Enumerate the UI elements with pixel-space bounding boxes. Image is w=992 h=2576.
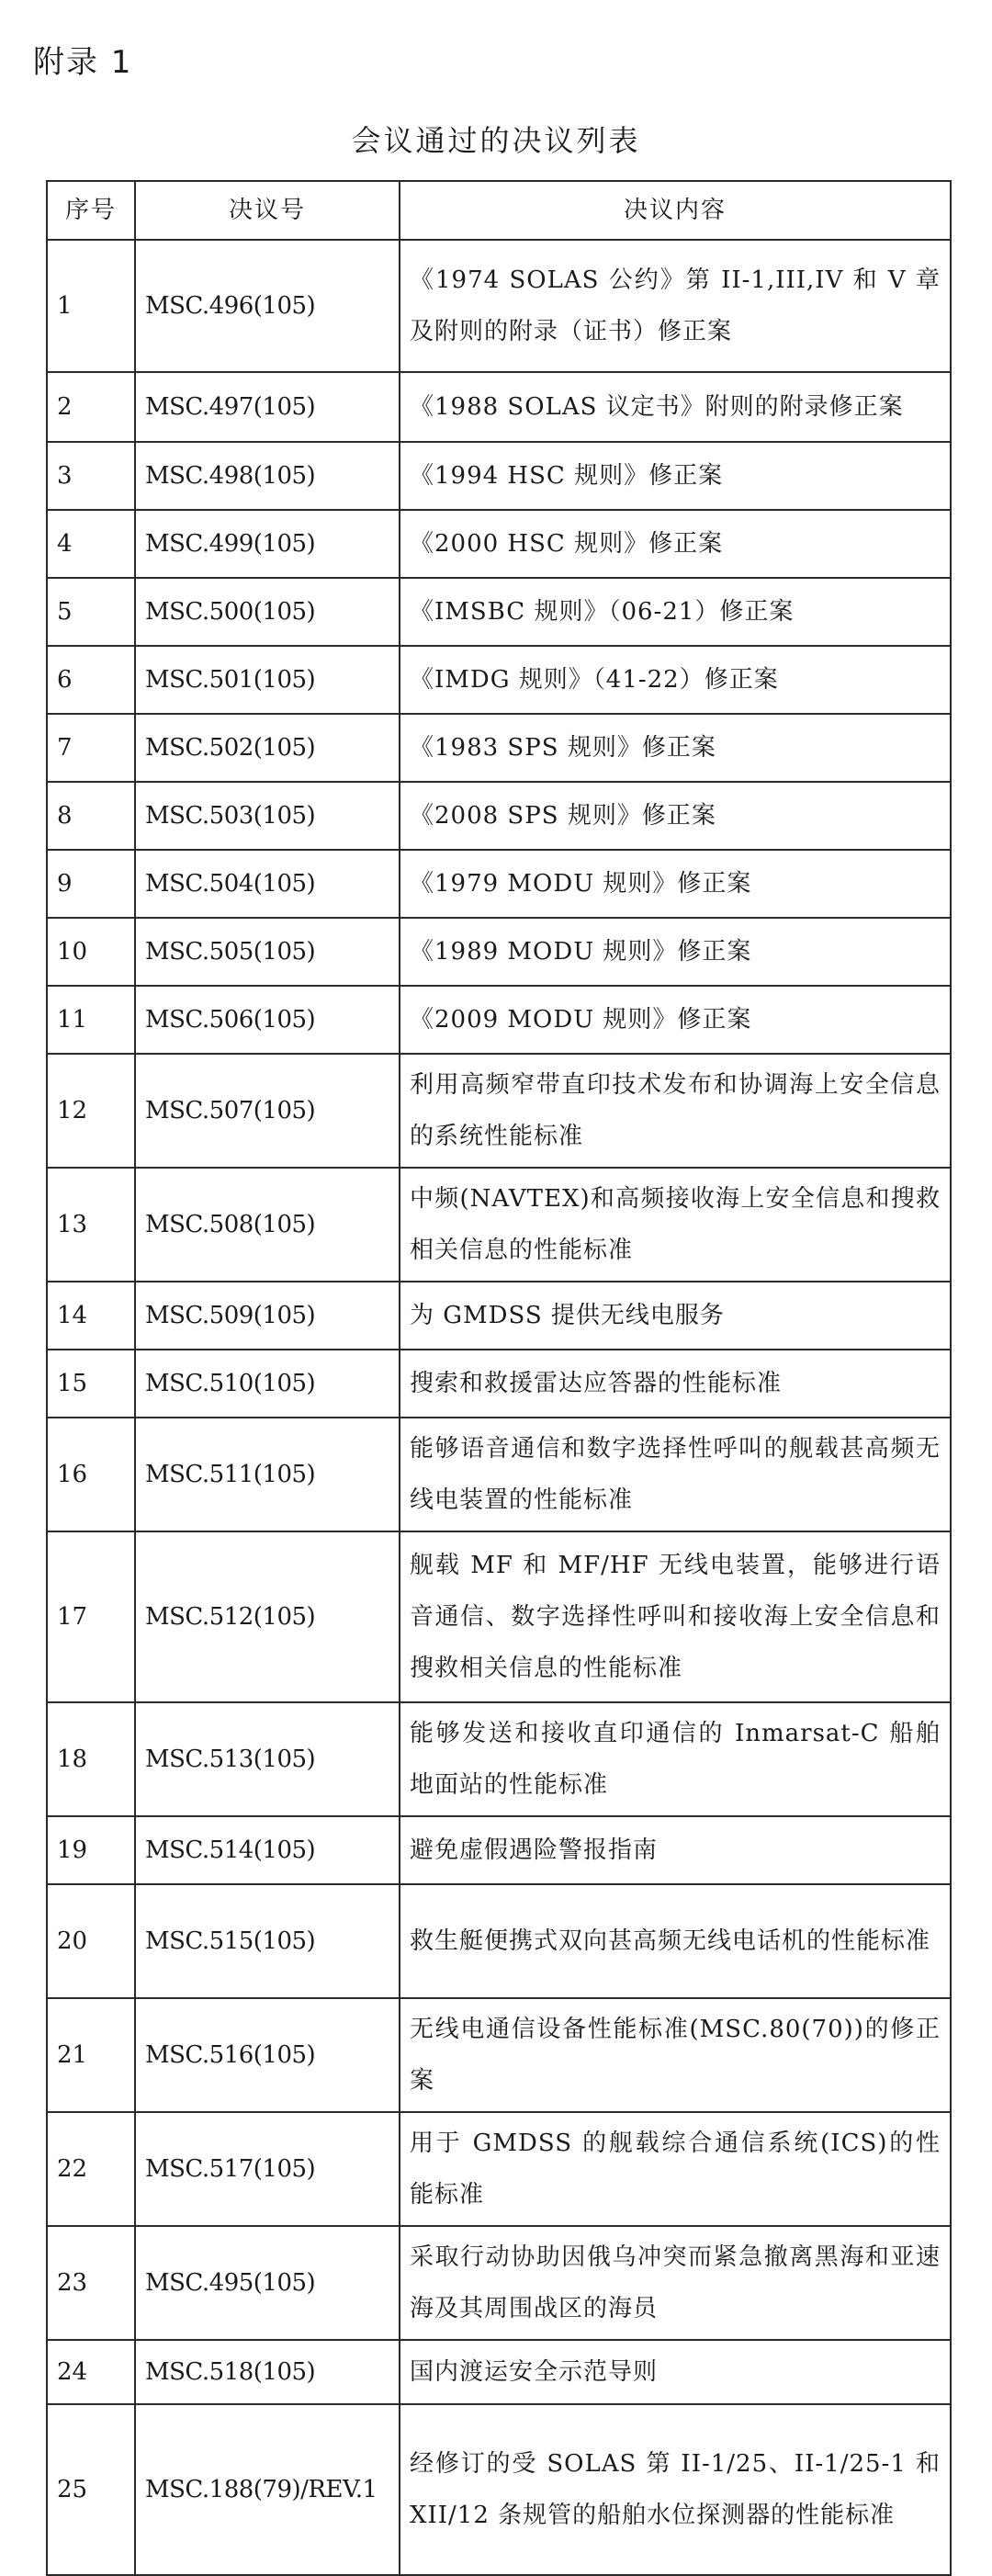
resolution-content-cell: 《IMDG 规则》（41-22）修正案 bbox=[400, 646, 951, 714]
serial-number-cell: 1 bbox=[47, 240, 135, 372]
table-row bbox=[47, 2112, 951, 2226]
resolution-content-cell: 采取行动协助因俄乌冲突而紧急撤离黑海和亚速海及其周围战区的海员 bbox=[400, 2226, 951, 2340]
table-row bbox=[47, 240, 951, 372]
resolution-number-cell: MSC.501(105) bbox=[135, 646, 400, 714]
resolution-number-cell: MSC.497(105) bbox=[135, 372, 400, 442]
serial-number-cell: 21 bbox=[47, 1998, 135, 2112]
resolution-number-cell: MSC.512(105) bbox=[135, 1531, 400, 1702]
header-serial-number: 序号 bbox=[47, 181, 135, 240]
serial-number-cell: 13 bbox=[47, 1168, 135, 1282]
serial-number-cell: 6 bbox=[47, 646, 135, 714]
resolution-content-cell: 国内渡运安全示范导则 bbox=[400, 2340, 951, 2404]
resolution-content-cell: 《2009 MODU 规则》修正案 bbox=[400, 986, 951, 1054]
table-row bbox=[47, 510, 951, 578]
resolution-number-cell: MSC.509(105) bbox=[135, 1282, 400, 1350]
resolution-content-cell: 利用高频窄带直印技术发布和协调海上安全信息的系统性能标准 bbox=[400, 1054, 951, 1168]
table-row bbox=[47, 850, 951, 918]
table-row bbox=[47, 442, 951, 510]
resolution-content-cell: 《1989 MODU 规则》修正案 bbox=[400, 918, 951, 986]
resolution-number-cell: MSC.510(105) bbox=[135, 1350, 400, 1418]
serial-number-cell: 9 bbox=[47, 850, 135, 918]
resolution-number-cell: MSC.503(105) bbox=[135, 782, 400, 850]
resolution-number-cell: MSC.498(105) bbox=[135, 442, 400, 510]
resolution-number-cell: MSC.506(105) bbox=[135, 986, 400, 1054]
resolution-content-cell: 《1983 SPS 规则》修正案 bbox=[400, 714, 951, 782]
table-row bbox=[47, 578, 951, 646]
resolution-content-cell: 避免虚假遇险警报指南 bbox=[400, 1816, 951, 1884]
table-row bbox=[47, 1282, 951, 1350]
header-resolution-number: 决议号 bbox=[135, 181, 400, 240]
serial-number-cell: 8 bbox=[47, 782, 135, 850]
serial-number-cell: 12 bbox=[47, 1054, 135, 1168]
resolution-content-cell: 无线电通信设备性能标准(MSC.80(70))的修正案 bbox=[400, 1998, 951, 2112]
header-resolution-content: 决议内容 bbox=[400, 181, 951, 240]
table-row bbox=[47, 1702, 951, 1816]
serial-number-cell: 24 bbox=[47, 2340, 135, 2404]
serial-number-cell: 2 bbox=[47, 372, 135, 442]
table-row bbox=[47, 646, 951, 714]
resolution-content-cell: 《1979 MODU 规则》修正案 bbox=[400, 850, 951, 918]
resolution-content-cell: 经修订的受 SOLAS 第 II-1/25、II-1/25-1 和 XII/12 条规管的船舶水位探测器的性能标准 bbox=[400, 2404, 951, 2575]
serial-number-cell: 23 bbox=[47, 2226, 135, 2340]
table-row bbox=[47, 2226, 951, 2340]
serial-number-cell: 15 bbox=[47, 1350, 135, 1418]
resolution-content-cell: 《1988 SOLAS 议定书》附则的附录修正案 bbox=[400, 372, 951, 442]
table-row bbox=[47, 2404, 951, 2575]
appendix-label: 附录 1 bbox=[33, 44, 133, 81]
table-row bbox=[47, 714, 951, 782]
resolution-content-cell: 《1994 HSC 规则》修正案 bbox=[400, 442, 951, 510]
serial-number-cell: 3 bbox=[47, 442, 135, 510]
serial-number-cell: 16 bbox=[47, 1418, 135, 1531]
resolution-number-cell: MSC.495(105) bbox=[135, 2226, 400, 2340]
resolution-content-cell: 中频(NAVTEX)和高频接收海上安全信息和搜救相关信息的性能标准 bbox=[400, 1168, 951, 1282]
table-header-row bbox=[47, 181, 951, 240]
resolution-number-cell: MSC.502(105) bbox=[135, 714, 400, 782]
resolution-number-cell: MSC.514(105) bbox=[135, 1816, 400, 1884]
resolution-number-cell: MSC.517(105) bbox=[135, 2112, 400, 2226]
table-row bbox=[47, 1418, 951, 1531]
resolution-content-cell: 搜索和救援雷达应答器的性能标准 bbox=[400, 1350, 951, 1418]
serial-number-cell: 5 bbox=[47, 578, 135, 646]
resolution-number-cell: MSC.508(105) bbox=[135, 1168, 400, 1282]
resolution-content-cell: 《1974 SOLAS 公约》第 II-1,III,IV 和 V 章及附则的附录（证书）修正案 bbox=[400, 240, 951, 372]
resolution-number-cell: MSC.499(105) bbox=[135, 510, 400, 578]
resolution-content-cell: 《2000 HSC 规则》修正案 bbox=[400, 510, 951, 578]
serial-number-cell: 18 bbox=[47, 1702, 135, 1816]
resolution-number-cell: MSC.513(105) bbox=[135, 1702, 400, 1816]
table-row bbox=[47, 1816, 951, 1884]
resolution-content-cell: 舰载 MF 和 MF/HF 无线电装置，能够进行语音通信、数字选择性呼叫和接收海上安全信息和搜救相关信息的性能标准 bbox=[400, 1531, 951, 1702]
resolution-content-cell: 用于 GMDSS 的舰载综合通信系统(ICS)的性能标准 bbox=[400, 2112, 951, 2226]
resolution-content-cell: 《2008 SPS 规则》修正案 bbox=[400, 782, 951, 850]
resolution-number-cell: MSC.500(105) bbox=[135, 578, 400, 646]
resolution-number-cell: MSC.188(79)/REV.1 bbox=[135, 2404, 400, 2575]
resolution-content-cell: 救生艇便携式双向甚高频无线电话机的性能标准 bbox=[400, 1884, 951, 1998]
table-row bbox=[47, 986, 951, 1054]
serial-number-cell: 20 bbox=[47, 1884, 135, 1998]
table-row bbox=[47, 918, 951, 986]
resolution-number-cell: MSC.507(105) bbox=[135, 1054, 400, 1168]
resolution-number-cell: MSC.515(105) bbox=[135, 1884, 400, 1998]
serial-number-cell: 14 bbox=[47, 1282, 135, 1350]
serial-number-cell: 7 bbox=[47, 714, 135, 782]
resolution-content-cell: 《IMSBC 规则》（06-21）修正案 bbox=[400, 578, 951, 646]
serial-number-cell: 19 bbox=[47, 1816, 135, 1884]
resolution-content-cell: 能够发送和接收直印通信的 Inmarsat-C 船舶地面站的性能标准 bbox=[400, 1702, 951, 1816]
serial-number-cell: 17 bbox=[47, 1531, 135, 1702]
resolution-content-cell: 能够语音通信和数字选择性呼叫的舰载甚高频无线电装置的性能标准 bbox=[400, 1418, 951, 1531]
resolution-content-cell: 为 GMDSS 提供无线电服务 bbox=[400, 1282, 951, 1350]
table-row bbox=[47, 1531, 951, 1702]
serial-number-cell: 22 bbox=[47, 2112, 135, 2226]
table-body bbox=[47, 240, 951, 2575]
resolution-number-cell: MSC.516(105) bbox=[135, 1998, 400, 2112]
resolution-number-cell: MSC.511(105) bbox=[135, 1418, 400, 1531]
table-row bbox=[47, 2340, 951, 2404]
table-row bbox=[47, 1998, 951, 2112]
table-row bbox=[47, 372, 951, 442]
resolution-number-cell: MSC.505(105) bbox=[135, 918, 400, 986]
table-row bbox=[47, 1350, 951, 1418]
serial-number-cell: 4 bbox=[47, 510, 135, 578]
table-row bbox=[47, 782, 951, 850]
serial-number-cell: 10 bbox=[47, 918, 135, 986]
serial-number-cell: 25 bbox=[47, 2404, 135, 2575]
table-row bbox=[47, 1054, 951, 1168]
serial-number-cell: 11 bbox=[47, 986, 135, 1054]
table-row bbox=[47, 1884, 951, 1998]
resolution-number-cell: MSC.504(105) bbox=[135, 850, 400, 918]
resolution-number-cell: MSC.518(105) bbox=[135, 2340, 400, 2404]
resolution-number-cell: MSC.496(105) bbox=[135, 240, 400, 372]
resolutions-table bbox=[46, 180, 952, 2576]
table-row bbox=[47, 1168, 951, 1282]
document-title: 会议通过的决议列表 bbox=[351, 123, 641, 158]
